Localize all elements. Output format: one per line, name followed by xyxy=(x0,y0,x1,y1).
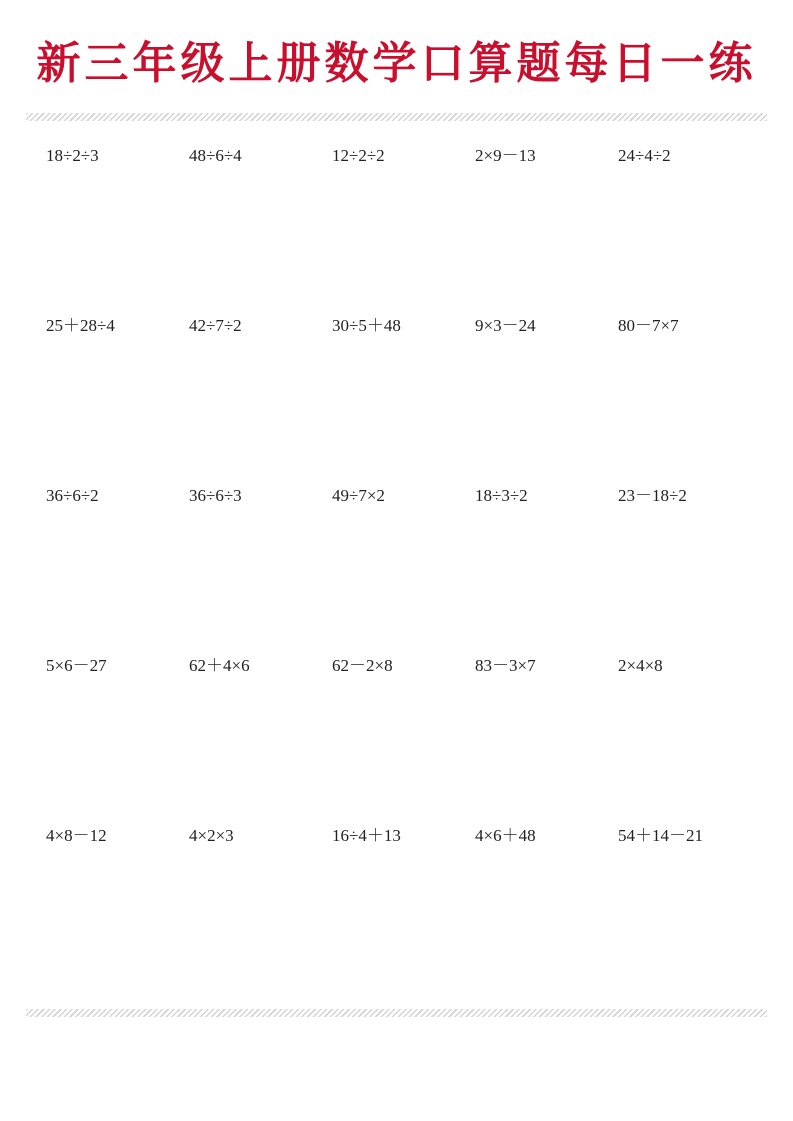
problem: 4×2×3 xyxy=(189,826,234,845)
problem: 24÷4÷2 xyxy=(618,146,671,165)
top-divider xyxy=(26,113,767,121)
problem: 48÷6÷4 xyxy=(189,146,242,165)
problem-row xyxy=(46,314,766,484)
problem: 49÷7×2 xyxy=(332,486,385,505)
problem: 12÷2÷2 xyxy=(332,146,385,165)
problem: 4×8－12 xyxy=(46,826,107,845)
problem-row xyxy=(46,484,766,654)
problem: 80－7×7 xyxy=(618,316,679,335)
problem: 62＋4×6 xyxy=(189,656,250,675)
problem: 30÷5＋48 xyxy=(332,316,401,335)
problem: 4×6＋48 xyxy=(475,826,536,845)
problem: 9×3－24 xyxy=(475,316,536,335)
problem: 83－3×7 xyxy=(475,656,536,675)
problem: 62－2×8 xyxy=(332,656,393,675)
problem: 2×9－13 xyxy=(475,146,536,165)
problem: 23－18÷2 xyxy=(618,486,687,505)
problem: 54＋14－21 xyxy=(618,826,703,845)
problem: 25＋28÷4 xyxy=(46,316,115,335)
problem: 42÷7÷2 xyxy=(189,316,242,335)
problem: 18÷2÷3 xyxy=(46,146,99,165)
problem: 2×4×8 xyxy=(618,656,663,675)
problem-grid xyxy=(46,144,766,994)
problem: 36÷6÷2 xyxy=(46,486,99,505)
problem-row xyxy=(46,654,766,824)
problem-row xyxy=(46,144,766,314)
page-title: 新三年级上册数学口算题每日一练 xyxy=(36,38,757,89)
problem: 16÷4＋13 xyxy=(332,826,401,845)
problem: 36÷6÷3 xyxy=(189,486,242,505)
bottom-divider xyxy=(26,1009,767,1017)
problem: 5×6－27 xyxy=(46,656,107,675)
problem-row xyxy=(46,824,766,994)
problem: 18÷3÷2 xyxy=(475,486,528,505)
